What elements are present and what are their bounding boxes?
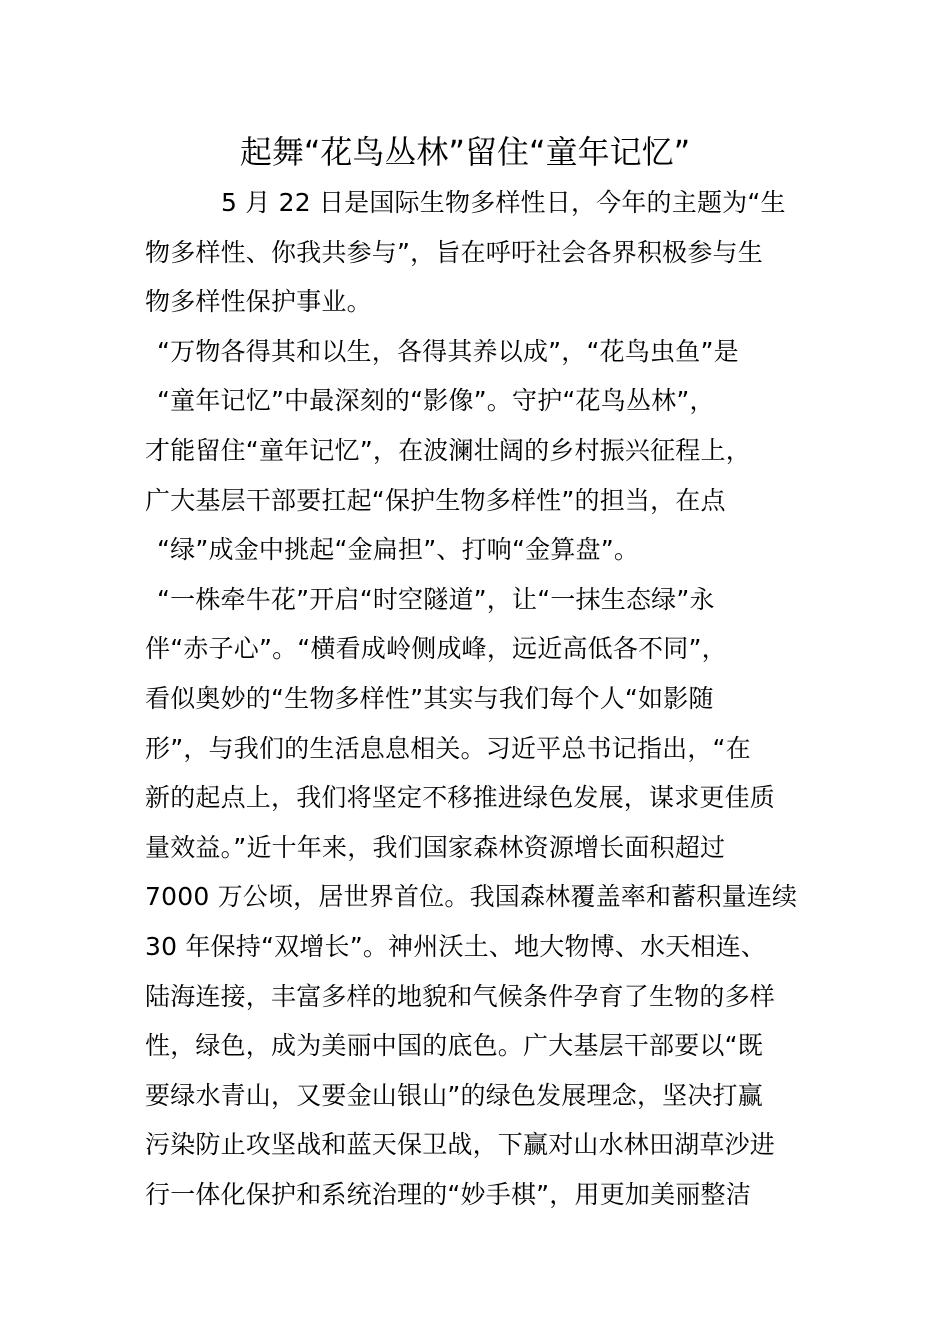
text-line: 30 年保持“双增长”。神州沃土、地大物博、水天相连、	[145, 931, 767, 961]
text-line: 量效益。”近十年来，我们国家森林资源增长面积超过	[145, 832, 726, 862]
text-line: “绿”成金中挑起“金扁担”、打响“金算盘”。	[157, 535, 640, 565]
text-line: 形”，与我们的生活息息相关。习近平总书记指出，“在	[145, 733, 751, 763]
text-line: 广大基层干部要扛起“保护生物多样性”的担当，在点	[145, 485, 726, 515]
text-line: 看似奥妙的“生物多样性”其实与我们每个人“如影随	[145, 683, 714, 713]
text-line: 才能留住“童年记忆”，在波澜壮阔的乡村振兴征程上，	[145, 435, 751, 465]
text-line: “万物各得其和以生，各得其养以成”，“花鸟虫鱼”是	[157, 336, 739, 366]
text-line: “一株牵牛花”开启“时空隧道”，让“一抹生态绿”永	[157, 584, 715, 614]
text-line: 污染防止攻坚战和蓝天保卫战，下赢对山水林田湖草沙进	[145, 1130, 776, 1160]
text-line: 新的起点上，我们将坚定不移推进绿色发展，谋求更佳质	[145, 783, 776, 813]
text-line: 物多样性、你我共参与”，旨在呼吁社会各界积极参与生	[145, 237, 763, 267]
text-line: 行一体化保护和系统治理的“妙手棋”，用更加美丽整洁	[145, 1179, 751, 1209]
text-line: 要绿水青山，又要金山银山”的绿色发展理念，坚决打赢	[145, 1080, 763, 1110]
text-line: 伴“赤子心”。“横看成岭侧成峰，远近高低各不同”，	[145, 634, 727, 664]
text-line: 5 月 22 日是国际生物多样性日，今年的主题为“生	[221, 188, 786, 217]
text-line: 物多样性保护事业。	[145, 287, 372, 317]
text-line: 7000 万公顷，居世界首位。我国森林覆盖率和蓄积量连续	[145, 882, 798, 912]
text-line: “童年记忆”中最深刻的“影像”。守护“花鸟丛林”，	[157, 386, 715, 416]
text-line: 陆海连接，丰富多样的地貌和气候条件孕育了生物的多样	[145, 981, 776, 1011]
document-body	[145, 178, 825, 1219]
document-title: 起舞“花鸟丛林”留住“童年记忆”	[239, 133, 691, 171]
text-line: 性，绿色，成为美丽中国的底色。广大基层干部要以“既	[145, 1031, 763, 1061]
